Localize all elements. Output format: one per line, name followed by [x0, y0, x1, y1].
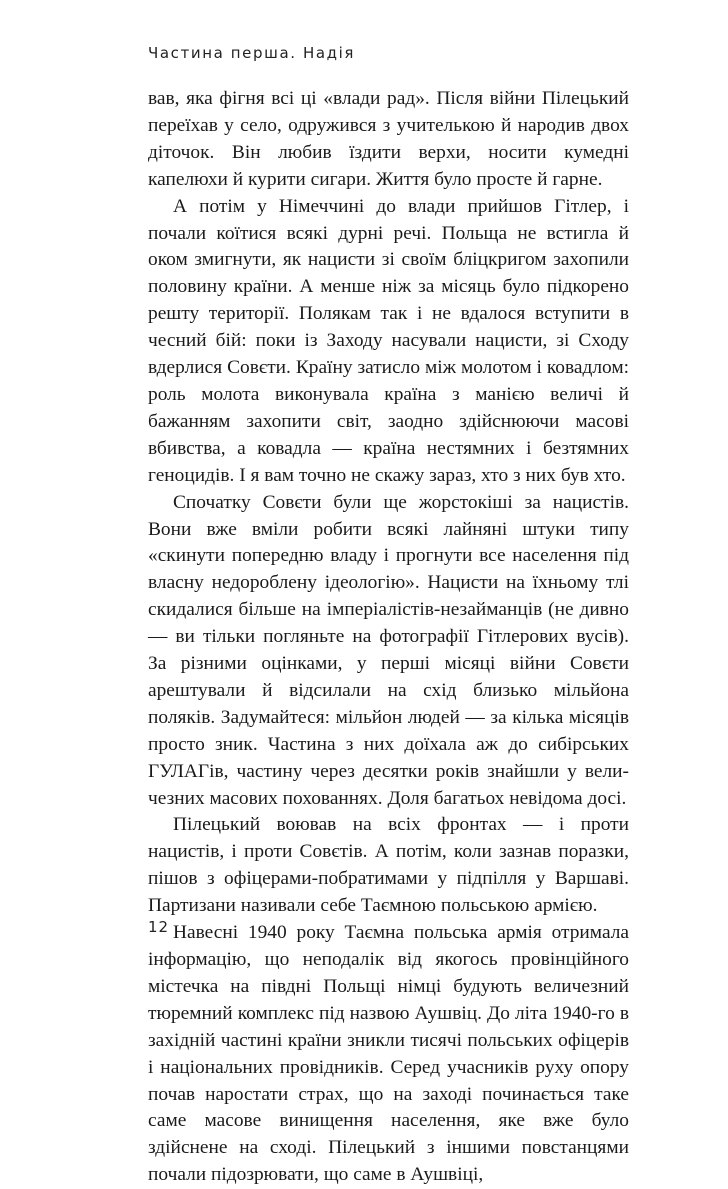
paragraph-1: вав, яка фігня всі ці «влади рад». Після війни Пілецький переїхав у село, одружився з учителькою й народив двох діточок. Він любив їздити верхи, носити кумедні капелюхи й курити сигари. Життя було просте й гарне.	[148, 88, 629, 190]
body-text	[148, 86, 629, 1189]
paragraph-5: Навесні 1940 року Таємна польська армія отримала інформацію, що неподалік від якогось провінційного містечка на півдні Польщі німці будують величезний тюремний комплекс під назвою Аушвіц. До літа 1940-го в західній частині країни зникли тисячі польських офіцерів і національних провідників. Серед учасників руху опору почав наростати страх, що на заході починається таке саме масове винищення населення, яке вже було здійснене на сході. Пілецький з іншими повстанцями почали підозрювати, що саме в Аушвіці,	[148, 922, 629, 1186]
paragraph-4: Пілецький воював на всіх фронтах — і проти нацистів, і проти Совєтів. А потім, коли зазнав поразки, пішов з офіцерами-побратимами у підпілля у Варшаві. Партизани називали себе Таємною польською армією.	[148, 814, 629, 917]
page-number: 12	[148, 918, 170, 936]
running-head: Частина перша. Надія	[148, 44, 356, 62]
paragraph-2: А потім у Німеччині до влади прийшов Гітлер, і почали коїтися всякі дурні речі. Польща не встигла й оком змигнути, як нацисти зі своїм бліцкригом захопили половину країни. А менше ніж за місяць було підкорено решту території. Полякам так і не вдалося вступити в чесний бій: поки із Заходу насували нацисти, зі Сходу вдерлися Совєти. Країну затисло між молотом і ковадлом: роль молота виконувала країна з манією величі й бажанням захопити світ, заодно здійснюючи масові вбивства, а ковадла — країна нестямних і безтямних геноцидів. І я вам точно не скажу зараз, хто з них був хто.	[148, 195, 629, 486]
paragraph-3: Спочатку Совєти були ще жорстокіші за нацистів. Вони вже вміли робити всякі лайняні штуки типу «скинути попередню владу і прогнути все населення під власну недороблену ідеологію». Нацисти на їхньому тлі скидалися більше на імперіалістів-незайманців (не дивно — ви тільки погляньте на фотографії Гітлерових вусів). За різними оцінками, у перші місяці війни Совєти арештували й відсилали на схід близько мільйона поляків. Задумайтеся: мільйон людей — за кілька місяців просто зник. Частина з них доїхала аж до сибірських ГУЛАГів, частину через десятки років знайшли у величезних масових похованнях. Доля багатьох невідома досі.	[148, 491, 629, 809]
